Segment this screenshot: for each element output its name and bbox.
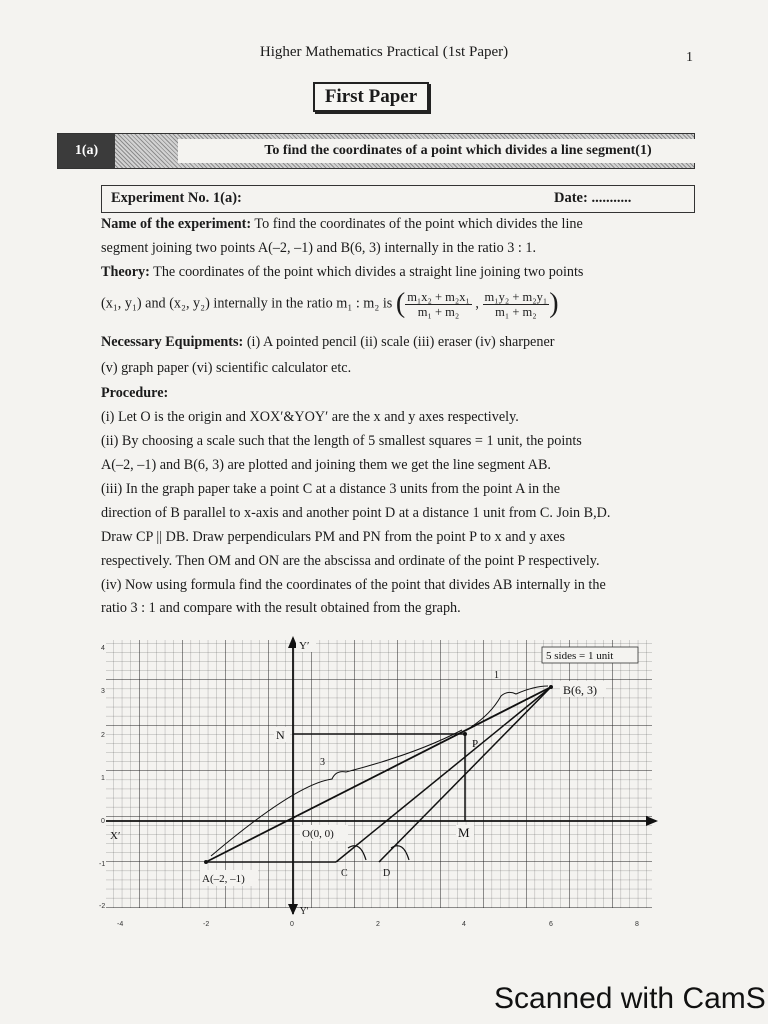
point-A (204, 860, 208, 864)
section-title: First Paper (313, 82, 429, 112)
formula-x-fraction: $\frac{\text{m₁x₂ + m₂x₁}}{\text{m₁ + m₂}}$ (407, 289, 470, 319)
name-label: Name of the experiment: (101, 216, 252, 232)
procedure-step-2a: (ii) By choosing a scale such that the length of 5 smallest squares = 1 unit, the points (101, 433, 582, 449)
name-line-1 (101, 216, 583, 233)
equipment-line-2: (v) graph paper (vi) scientific calculator etc. (101, 360, 352, 376)
procedure-step-4a: (iv) Now using formula find the coordinates of the point that divides AB internally in the (101, 577, 606, 593)
x-axis-left-label: X′ (110, 830, 121, 842)
theory-line-1 (101, 264, 583, 281)
name-line-2: segment joining two points A(–2, –1) and B(6, 3) internally in the ratio 3 : 1. (101, 240, 537, 256)
y-tick-label: 2 (101, 732, 105, 739)
scale-note: 5 sides = 1 unit (546, 650, 614, 662)
theory-text-1: The coordinates of the point which divides a straight line joining two points (149, 264, 584, 280)
name-text-1: To find the coordinates of the point which divides the line (251, 216, 583, 232)
page-number: 1 (686, 50, 693, 65)
origin-label: O(0, 0) (302, 828, 334, 840)
scan-watermark: Scanned with CamS (494, 982, 766, 1015)
x-tick-label: 6 (549, 921, 553, 928)
formula-y-fraction: $\frac{\text{m₁y₂ + m₂y₁}}{\text{m₁ + m₂}}$ (484, 289, 548, 319)
equipment-label: Necessary Equipments: (101, 334, 244, 350)
y-tick-label: 1 (101, 775, 105, 782)
procedure-step-2b: A(–2, –1) and B(6, 3) are plotted and joining them we get the line segment AB. (101, 457, 551, 473)
procedure-step-3a: (iii) In the graph paper take a point C at a distance 3 units from the point A in the (101, 481, 561, 497)
equipment-text-1: (i) A pointed pencil (ii) scale (iii) eraser (iv) sharpener (243, 334, 555, 350)
x-tick-label: -2 (203, 921, 210, 928)
banner-title: To find the coordinates of a point which divides a line segment(1) (178, 139, 738, 163)
point-B (549, 685, 553, 689)
point-B-label: B(6, 3) (563, 683, 597, 697)
procedure-label: Procedure: (101, 385, 169, 401)
y-tick-label: 0 (101, 818, 105, 825)
running-header: Higher Mathematics Practical (1st Paper) (259, 44, 509, 60)
point-P (463, 732, 467, 736)
point-M-label: M (458, 825, 470, 840)
procedure-step-1: (i) Let O is the origin and XOX′&YOY′ are the x and y axes respectively. (101, 409, 519, 425)
y-tick-label: 3 (101, 688, 105, 695)
y-axis-bottom-label: Y′ (300, 906, 309, 916)
procedure-step-3d: respectively. Then OM and ON are the abscissa and ordinate of the point P respectively. (101, 553, 600, 569)
procedure-step-4b: ratio 3 : 1 and compare with the result obtained from the graph. (101, 600, 461, 616)
procedure-step-3c: Draw CP || DB. Draw perpendiculars PM and PN from the point P to x and y axes (101, 529, 566, 545)
y-tick-label: -2 (99, 903, 106, 910)
point-A-label: A(–2, –1) (202, 873, 245, 885)
y-axis-down-arrow-icon (288, 904, 298, 915)
y-tick-label: 4 (101, 645, 105, 652)
y-tick-label: -1 (99, 861, 106, 868)
point-N-label: N (276, 728, 285, 742)
theory-label: Theory: (101, 264, 150, 280)
x-tick-label: 8 (635, 921, 639, 928)
theory-text-2: (x₁, y₁) and (x₂, y₂) internally in the ratio m₁ : m₂ is (101, 295, 393, 312)
experiment-banner (57, 133, 695, 169)
point-C-label: C (341, 868, 348, 879)
equipment-line-1 (101, 334, 554, 351)
theory-line-2: (x₁, y₁) and (x₂, y₂) internally in the ratio m₁ : m₂ is ( $\frac{\text{m₁x₂ + m₂x₁}}{\text{m₁ + m₂}}$ , $\frac{\text{m₁y₂ + m₂y₁}}{\text{m₁ + m₂}}$ ) (101, 288, 559, 319)
experiment-header-box (101, 185, 695, 213)
experiment-number: Experiment No. 1(a): (111, 190, 242, 206)
point-P-label: P (472, 738, 479, 750)
banner-tag: 1(a) (58, 134, 115, 168)
x-tick-label: 4 (462, 921, 466, 928)
point-D-label: D (383, 868, 391, 879)
brace-3-label: 3 (320, 757, 325, 768)
procedure-step-3b: direction of B parallel to x-axis and another point D at a distance 1 unit from C. Join B,D. (101, 505, 611, 521)
x-tick-label: 0 (290, 921, 294, 928)
x-tick-label: -4 (117, 921, 124, 928)
y-axis-label: Y′ (299, 640, 310, 652)
experiment-date: Date: ........... (554, 190, 632, 206)
graph-paper-figure (96, 634, 664, 916)
x-tick-label: 2 (376, 921, 380, 928)
brace-1-label: 1 (494, 670, 499, 681)
